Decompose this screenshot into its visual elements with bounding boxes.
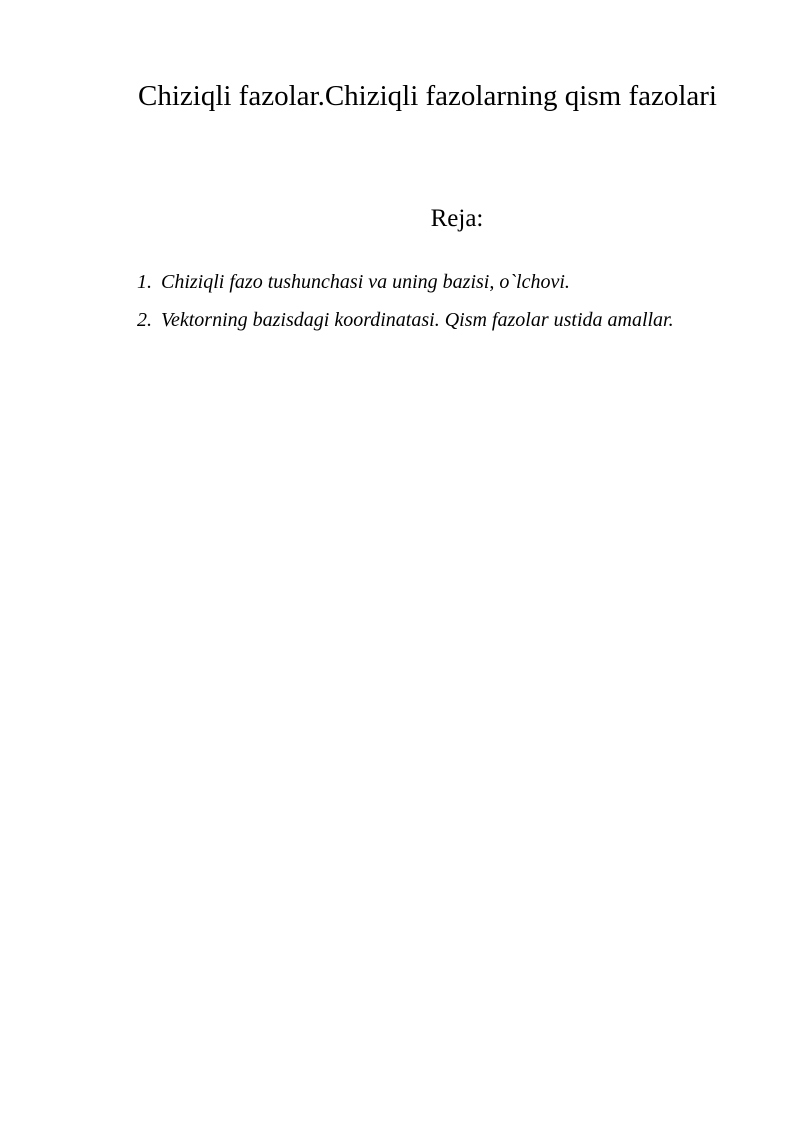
document-title: Chiziqli fazolar.Chiziqli fazolarning qism fazolari <box>137 80 717 112</box>
plan-item-number: 2. <box>137 309 152 331</box>
plan-list <box>137 263 674 339</box>
plan-item-1 <box>137 263 674 301</box>
plan-item-text: Vektorning bazisdagi koordinatasi. Qism fazolar ustida amallar. <box>161 309 674 331</box>
plan-item-text: Chiziqli fazo tushunchasi va uning bazisi, o`lchovi. <box>161 271 570 293</box>
plan-heading: Reja: <box>430 205 484 232</box>
plan-item-number: 1. <box>137 271 152 293</box>
plan-item-2 <box>137 301 674 339</box>
